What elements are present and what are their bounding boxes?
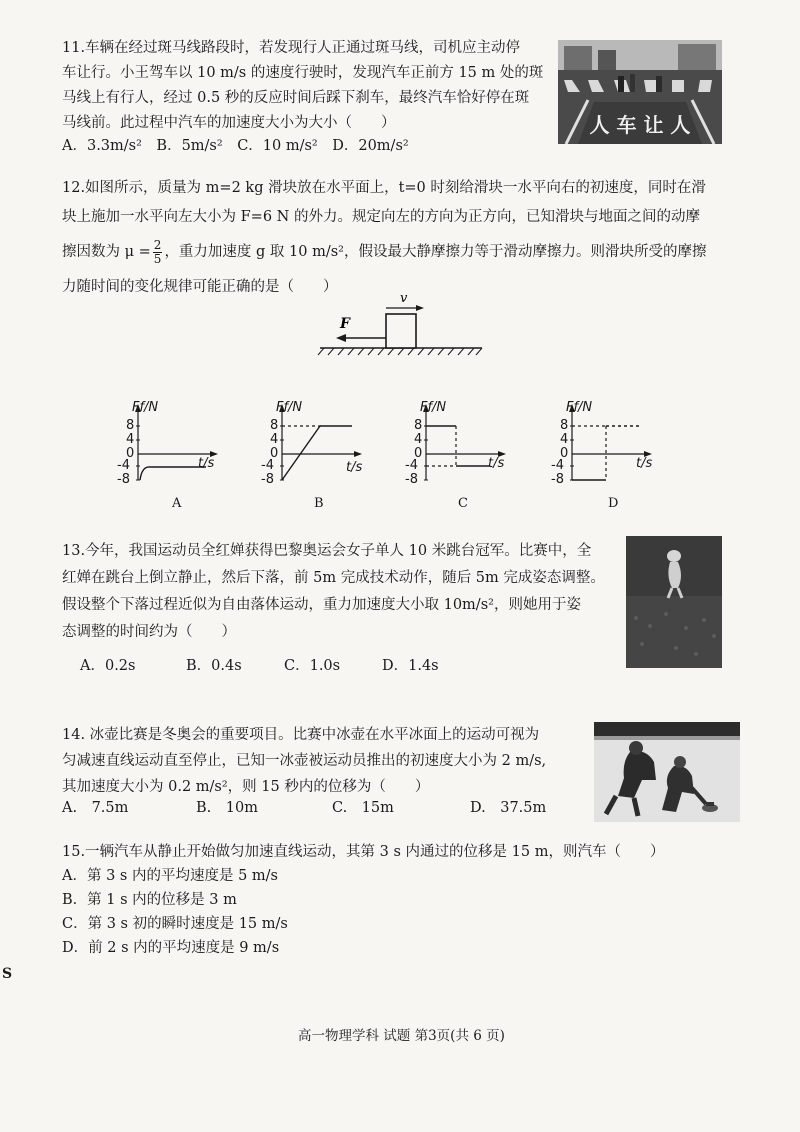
graph-a-curve: [140, 467, 206, 480]
q13-line2: 红婵在跳台上倒立静止，然后下落，前 5m 完成技术动作，随后 5m 完成姿态调整。: [62, 570, 605, 586]
block-diagram: [320, 292, 490, 362]
graph-b-ylabel: Ff/N: [276, 400, 303, 415]
q15-text: [62, 840, 742, 960]
graph-b-option: B: [314, 496, 324, 511]
margin-mark: S: [2, 966, 13, 982]
q14-option-a: A. 7.5m: [62, 800, 129, 816]
slider-block: [386, 314, 416, 348]
q14-line2: 匀减速直线运动直至停止，已知一冰壶被运动员推出的初速度大小为 2 m/s,: [62, 753, 547, 769]
graph-a-ylabel: Ff/N: [132, 400, 159, 415]
q12-line3: 擦因数为 μ = $\frac{2}{5}$ ，重力加速度 g 取 10 m/s²，假设最大静摩擦力等于滑动摩擦力。则滑块所受的摩擦: [62, 237, 707, 266]
graph-c: Ff/N t/s 8 4 0 -4 -8 C: [405, 400, 505, 511]
q13-option-d: D．1.4s: [382, 658, 439, 674]
q13-line3: 假设整个下落过程近似为自由落体运动，重力加速度大小取 10m/s²，则她用于姿: [62, 597, 581, 613]
q11-line4: 马线前。此过程中汽车的加速度大小为大小（ ）: [62, 115, 396, 131]
q12-text: [62, 174, 742, 302]
q14-option-b: B. 10m: [196, 800, 258, 816]
graph-b: Ff/N t/s 8 4 0 -4 -8 B: [261, 400, 363, 511]
curling-photo: [594, 722, 740, 822]
q14-line1: 14. 冰壶比赛是冬奥会的重要项目。比赛中冰壶在水平冰面上的运动可视为: [62, 727, 540, 743]
q14-line3: 其加速度大小为 0.2 m/s²，则 15 秒内的位移为（ ）: [62, 779, 430, 795]
graph-a: Ff/N t/s 8 4 0 -4 -8 A: [118, 404, 228, 514]
q11-line2: 车让行。小王驾车以 10 m/s 的速度行驶时，发现汽车正前方 15 m 处的斑: [62, 65, 544, 81]
q12-line1: 12.如图所示，质量为 m=2 kg 滑块放在水平面上，t=0 时刻给滑块一水平向右的初速度，同时在滑: [62, 180, 706, 196]
q15-option-d: D．前 2 s 内的平均速度是 9 m/s: [62, 940, 280, 956]
graph-b-line: [282, 426, 320, 480]
q15-option-c: C．第 3 s 初的瞬时速度是 15 m/s: [62, 916, 288, 932]
diver-photo: [626, 536, 722, 668]
q15-line1: 15.一辆汽车从静止开始做匀加速直线运动，其第 3 s 内通过的位移是 15 m，则汽车（ ）: [62, 844, 665, 860]
q14-option-c: C. 15m: [332, 800, 394, 816]
graph-c-option: C: [458, 496, 468, 511]
q15-option-b: B．第 1 s 内的位移是 3 m: [62, 892, 237, 908]
graph-d-xlabel: t/s: [636, 456, 653, 471]
q13-option-c: C．1.0s: [284, 658, 341, 674]
crosswalk-photo: [558, 40, 722, 144]
q13-line1: 13.今年，我国运动员全红婵获得巴黎奥运会女子单人 10 米跳台冠军。比赛中，全: [62, 543, 592, 559]
q12-line2: 块上施加一水平向左大小为 F=6 N 的外力。规定向左的方向为正方向，已知滑块与地面之间的动摩: [62, 209, 700, 225]
graph-c-xlabel: t/s: [488, 456, 505, 471]
q12-line4: 力随时间的变化规律可能正确的是（ ）: [62, 279, 338, 295]
q11-text: [62, 36, 552, 136]
graph-d: Ff/N t/s 8 4 0 -4 -8 D: [551, 400, 653, 511]
graph-d-ylabel: Ff/N: [566, 400, 593, 415]
q13-option-a: A．0.2s: [80, 658, 136, 674]
mu-fraction: $\frac{2}{5}$: [153, 237, 162, 266]
graph-a-option: A: [172, 496, 182, 511]
graph-d-option: D: [608, 496, 619, 511]
q14-option-d: D. 37.5m: [470, 800, 547, 816]
force-label: F: [340, 316, 350, 332]
graph-a-xlabel: t/s: [198, 456, 215, 471]
velocity-label: v: [400, 291, 408, 306]
q15-option-a: A．第 3 s 内的平均速度是 5 m/s: [62, 868, 278, 884]
q14-text: [62, 722, 592, 800]
q11-line1: 11.车辆在经过斑马线路段时，若发现行人正通过斑马线，司机应主动停: [62, 40, 521, 56]
q13-option-b: B．0.4s: [186, 658, 242, 674]
q13-line4: 态调整的时间约为（ ）: [62, 624, 236, 640]
graph-b-xlabel: t/s: [346, 460, 363, 475]
crosswalk-sign-text: 人 车 让 人: [589, 113, 691, 137]
page-footer: 高一物理学科 试题 第3页(共 6 页): [298, 1028, 505, 1044]
graph-c-ylabel: Ff/N: [420, 400, 447, 415]
q11-options: A．3.3m/s² B．5m/s² C．10 m/s² D．20m/s²: [62, 138, 409, 154]
q13-text: [62, 538, 622, 646]
q11-line3: 马线上有行人，经过 0.5 秒的反应时间后踩下刹车，最终汽车恰好停在斑: [62, 90, 530, 106]
